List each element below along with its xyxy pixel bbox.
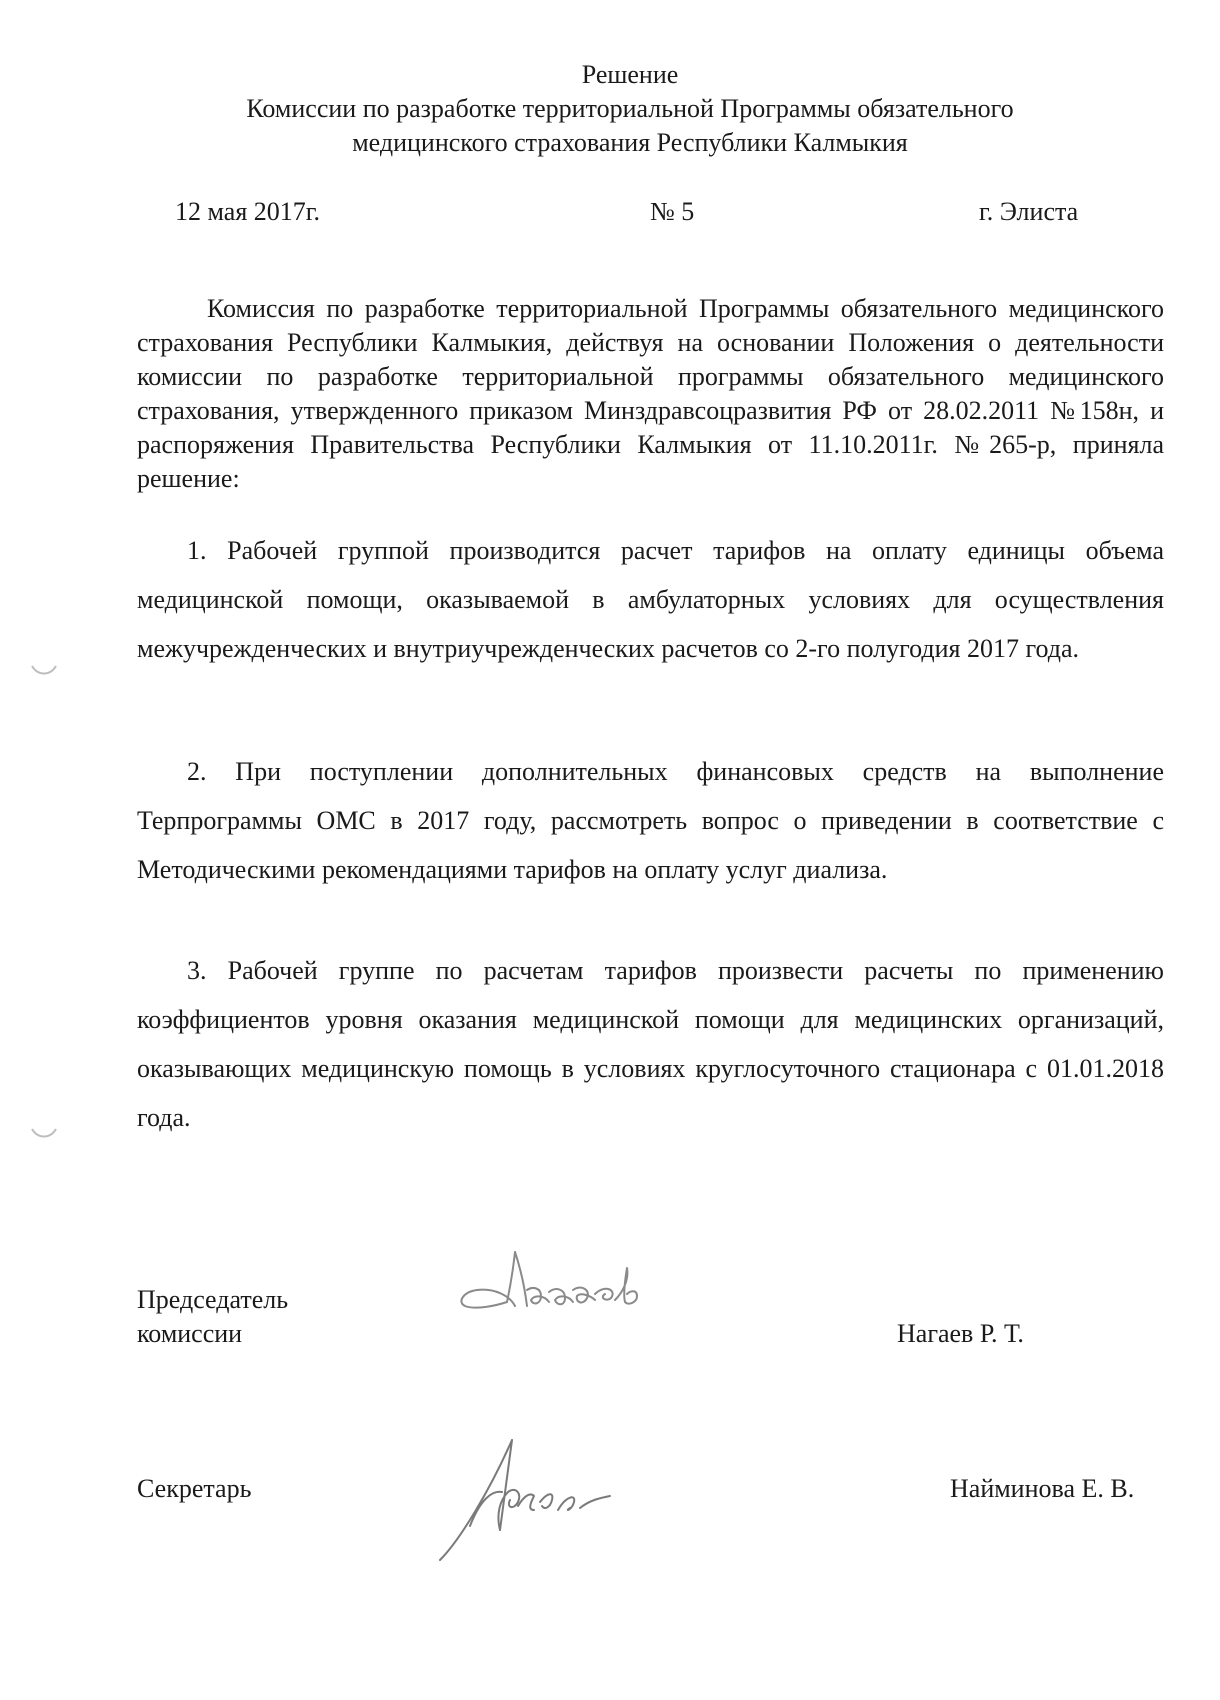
secretary-signature-icon (430, 1430, 630, 1570)
document-date: 12 мая 2017г. (175, 197, 321, 226)
margin-hole-mark-icon (30, 662, 58, 680)
header-line-1: Комиссии по разработке территориальной Программы обязательного (246, 94, 1014, 123)
document-number: № 5 (650, 197, 695, 226)
document-title: Решение (581, 60, 679, 89)
decision-item-3: 3. Рабочей группе по расчетам тарифов произвести расчеты по применению коэффициентов уровня оказания медицинской помощи для медицинских организаций, оказывающих медицинскую помощь в условиях круглосуточного стационара с 01.01.2018 года. (137, 956, 1164, 1132)
document-header (0, 58, 1220, 160)
chair-name: Нагаев Р. Т. (897, 1319, 1024, 1348)
decision-item-1: 1. Рабочей группой производится расчет тарифов на оплату единицы объема медицинской помощи, оказываемой в амбулаторных условиях для осуществления межучрежденческих и внутриучрежденческих расчетов со 2-го полугодия 2017 года. (137, 536, 1164, 663)
secretary-name: Найминова Е. В. (950, 1474, 1135, 1503)
header-line-2: медицинского страхования Республики Калмыкия (352, 128, 908, 157)
document-city: г. Элиста (979, 197, 1079, 226)
chair-role: Председатель комиссии (137, 1285, 289, 1348)
intro-paragraph: Комиссия по разработке территориальной Программы обязательного медицинского страхования Республики Калмыкия, действуя на основании Положения о деятельности комиссии по разработке территориальной программы обязательного медицинского страхования, утвержденного приказом Минздравсоцразвития РФ от 28.02.2011 №158н, и распоряжения Правительства Республики Калмыкия от 11.10.2011г. №265-р, приняла решение: (137, 294, 1164, 493)
chair-signature-icon (455, 1240, 665, 1330)
secretary-role: Секретарь (137, 1474, 252, 1503)
decision-item-2: 2. При поступлении дополнительных финансовых средств на выполнение Терпрограммы ОМС в 2017 году, рассмотреть вопрос о приведении в соответствие с Методическими рекомендациями тарифов на оплату услуг диализа. (137, 757, 1164, 884)
margin-hole-mark-icon (30, 1125, 58, 1143)
